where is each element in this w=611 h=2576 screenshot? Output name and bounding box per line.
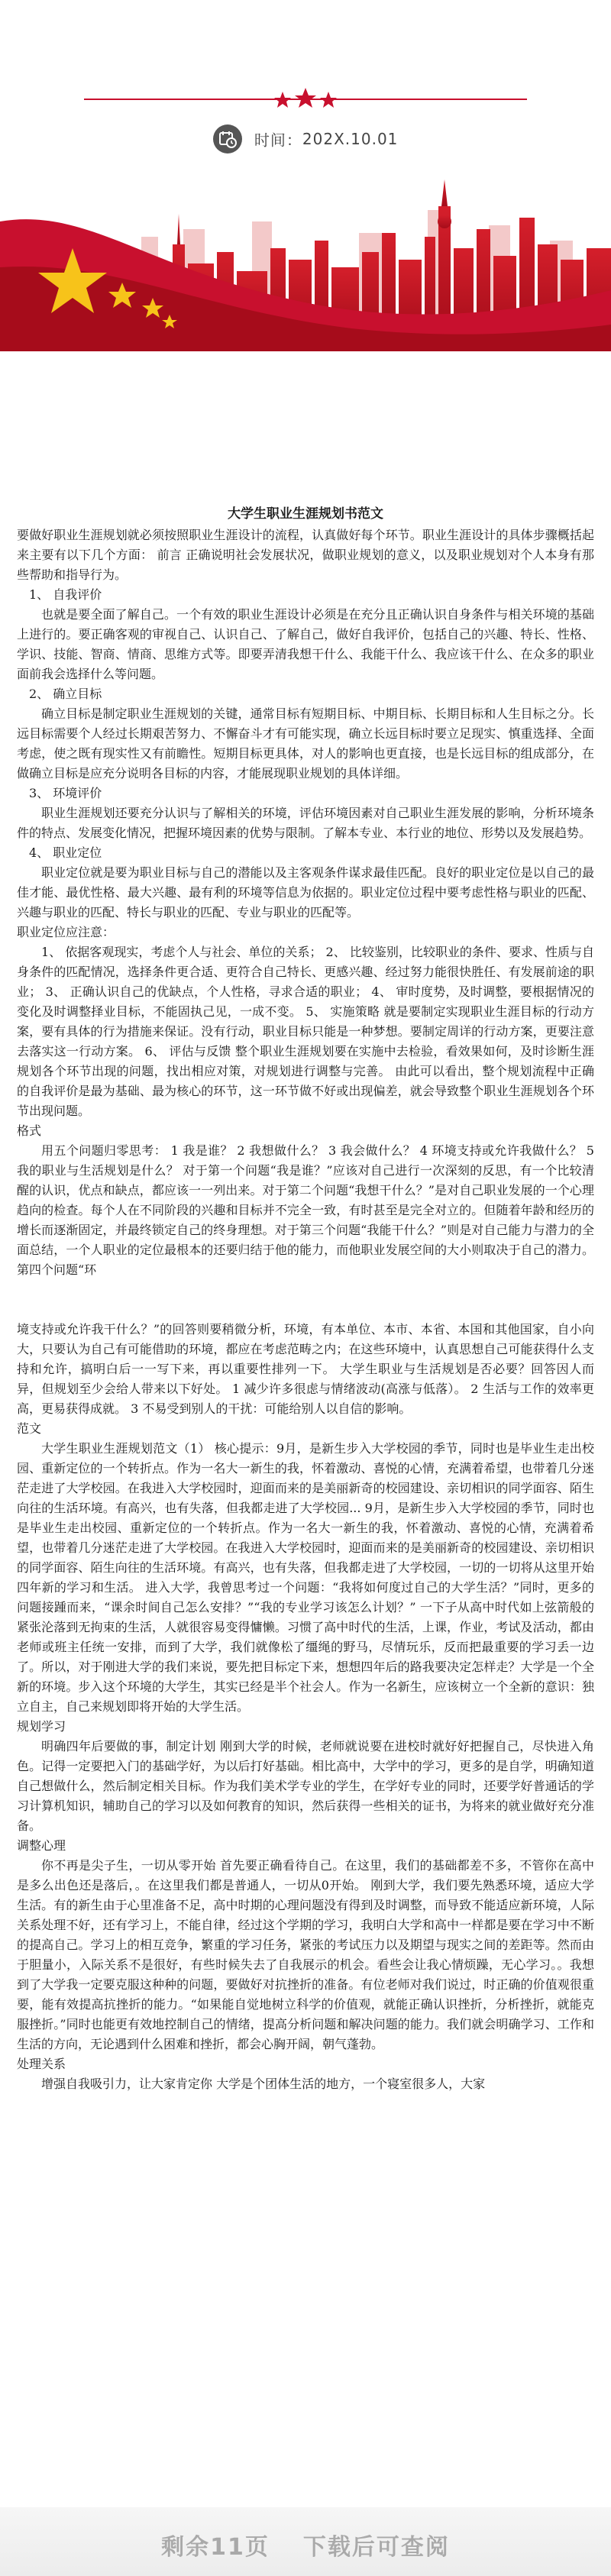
section-heading: 1、 自我评价: [29, 587, 102, 602]
publish-time: [0, 124, 611, 154]
body-paragraph: 明确四年后要做的事，制定计划 刚到大学的时候，老师就说要在进校时就好好把握自己，尽快进入角色。记得一定要把入门的基础学好，为以后打好基础。相比高中，大学中的学习，更多的是自学，明确知道自己想做什么，然后制定相关目标。作为我们美术学专业的学生，在学好专业的同时，还要学好普通话的学习计算机知识，辅助自己的学习以及如何教育的知识，然后获得一些相关的证书，为将来的就业做好充分准备。: [17, 1739, 594, 1833]
star-icon: [274, 92, 291, 108]
star-icon: [320, 92, 337, 108]
download-to-read-link[interactable]: 下载后可查阅: [302, 2534, 450, 2561]
star-icon: [295, 88, 316, 108]
section-heading: 2、 确立目标: [29, 687, 102, 701]
section-heading: 格式: [17, 1123, 42, 1138]
section-heading: 要做好职业生涯规划就必须按照职业生涯设计的流程，认真做好每个环节。职业生涯设计的具体步骤概括起来主要有以下几个方面： 前言 正确说明社会发展状况，做职业规划的意义，以及职业规划对个人本身有那些帮助和指导行为。: [17, 528, 594, 582]
calendar-clock-icon: [213, 124, 242, 154]
header-banner: [0, 0, 611, 351]
section-heading: 调整心理: [17, 1838, 66, 1853]
document-section-2: [17, 1320, 594, 2094]
body-paragraph: 确立目标是制定职业生涯规划的关键，通常目标有短期目标、中期目标、长期目标和人生目标之分。长远目标需要个人经过长期艰苦努力、不懈奋斗才有可能实现，确立长远目标时要立足现实、慎重选择、全面考虑，使之既有现实性又有前瞻性。短期目标更具体，对人的影响也更直接，也是长远目标的组成部分，在做确立目标是应充分说明各目标的内容，才能展现职业规划的具体详细。: [17, 706, 594, 781]
section-heading: 境支持或允许我干什么？”的回答则要稍微分析，环境，有本单位、本市、本省、本国和其他国家，自小向大，只要认为自己有可能借助的环境，都应在考虑范畴之内；在这些环境中，认真思想自己可能获得什么支持和允许，搞明白后一一写下来，再以重要性排列一下。 大学生职业与生活规划是否必要？回答因人而异，但规划至少会给人带来以下好处。 1 减少许多很虑与情绪波动(高涨与低落）。 2 生活与工作的效率更高，更易获得成就。 3 不易受到别人的干扰：可能给别人以自信的影响。: [17, 1322, 594, 1416]
section-heading: 范文: [17, 1421, 42, 1436]
document-body: [17, 504, 594, 2094]
section-heading: 规划学习: [17, 1719, 66, 1734]
remaining-pages-label: 剩余11页: [161, 2534, 270, 2561]
body-paragraph: 职业定位就是要为职业目标与自己的潜能以及主客观条件谋求最佳匹配。良好的职业定位是以自己的最佳才能、最优性格、最大兴趣、最有利的环境等信息为依据的。职业定位过程中要考虑性格与职业的匹配、兴趣与职业的匹配、特长与职业的匹配、专业与职业的匹配等。: [17, 865, 594, 920]
section-heading: 职业定位应注意：: [17, 925, 115, 939]
city-skyline-flag-graphic: [0, 176, 611, 351]
body-paragraph: 增强自我吸引力，让大家肯定你 大学是个团体生活的地方，一个寝室很多人，大家: [41, 2077, 486, 2091]
document-section-1: [17, 525, 594, 1280]
section-heading: 4、 职业定位: [29, 845, 102, 860]
content-fade-overlay: [0, 2436, 611, 2509]
download-prompt-text[interactable]: [0, 2528, 611, 2561]
body-paragraph: 也就是要全面了解自己。一个有效的职业生涯设计必须是在充分且正确认识自身条件与相关环境的基础上进行的。要正确客观的审视自己、认识自己、了解自己，做好自我评价，包括自己的兴趣、特长、性格、学识、技能、智商、情商、思维方式等。即要弄清我想干什么、我能干什么、我应该干什么、在众多的职业面前我会选择什么等问题。: [17, 607, 594, 681]
body-paragraph: 1、 依据客观现实，考虑个人与社会、单位的关系； 2、 比较鉴别，比较职业的条件、要求、性质与自身条件的匹配情况，选择条件更合适、更符合自己特长、更感兴趣、经过努力能很快胜任、有发展前途的职业； 3、 正确认识自己的优缺点，个人性格，寻求合适的职业； 4、 审时度势，及时调整，要根据情况的变化及时调整择业目标，不能固执己见，一成不变。 5、 实施策略 就是要制定实现职业生涯目标的行动方案，要有具体的行为措施来保证。没有行动，职业目标只能是一种梦想。要制定周详的行动方案，更要注意去落实这一行动方案。 6、 评估与反馈 整个职业生涯规划要在实施中去检验，看效果如何，及时诊断生涯规划各个环节出现的问题，找出相应对策，对规划进行调整与完善。 由此可以看出，整个规划流程中正确的自我评价是最为基础、最为核心的环节，这一环节做不好或出现偏差，就会导致整个职业生涯规划各个环节出现问题。: [17, 945, 594, 1118]
page-break-gap: [17, 1280, 594, 1320]
body-paragraph: 大学生职业生涯规划范文（1） 核心提示：9月，是新生步入大学校园的季节，同时也是毕业生走出校园、重新定位的一个转折点。作为一名大一新生的我，怀着激动、喜悦的心情，充满着希望，也带着几分迷茫走进了大学校园。在我进入大学校园时，迎面而来的是美丽新奇的校园建设、亲切相识的同学面容、陌生向往的生活环境。有高兴，也有失落，但我都走进了大学校园... 9月，是新生步入大学校园的季节，同时也是毕业生走出校园、重新定位的一个转折点。作为一名大一新生的我，怀着激动、喜悦的心情，充满着希望，也带着几分迷茫走进了大学校园。在我进入大学校园时，迎面而来的是美丽新奇的校园建设、亲切相识的同学面容、陌生向往的生活环境。有高兴，也有失落，但我都走进了大学校园，一切的一切将从这里开始四年新的学习和生活。 进入大学，我曾思考过一个问题：“我将如何度过自己的大学生活？”同时，更多的问题接踵而来，“课余时间自己怎么安排？”“我的专业学习该怎么计划？” 一下子从高中时代如上弦箭般的紧张沦落到无拘束的生活，人就很容易变得慵懒。习惯了高中时代的生活，上课，作业，考试及活动，都由老师或班主任统一安排，而到了大学，我们就像松了缰绳的野马，尽情玩乐，反而把最重要的学习丢一边了。所以，对于刚进大学的我们来说，要先把目标定下来，想想四年后的路我要决定怎样走？大学是一个全新的环境。步入这个环境的大学生，其实已经是半个社会人。作为一名新生，应该树立一个全新的意识：独立自主，自己来规划即将开始的大学生活。: [17, 1441, 594, 1714]
section-heading: 3、 环境评价: [29, 786, 102, 800]
body-paragraph: 你不再是尖子生，一切从零开始 首先要正确看待自己。在这里，我们的基础都差不多，不管你在高中是多么出色还是落后，。在这里我们都是普通人，一切从0开始。 刚到大学，我们要先熟悉环境，适应大学生活。有的新生由于心里准备不足，高中时期的心理问题没有得到及时调整，而导致不能适应新环境，人际关系处理不好，还有学习上，不能自律，经过这个学期的学习，我明白大学和高中一样都是要在学习中不断的提高自己。学习上的相互竞争，繁重的学习任务，紧张的考试压力以及期望与现实之间的差距等。然而由于胆量小，入际关系不是很好，有些时候失去了自我展示的机会。看些会让我心情烦躁，无心学习。。我想到了大学我一定要克服这种种的问题，要做好对抗挫折的准备。有位老师对我们说过，时正确的价值观很重要，能有效提高抗挫折的能力。“如果能自觉地树立科学的价值观，就能正确认识挫折，分析挫折，就能克服挫折。”同时也能更有效地控制自己的情绪，提高分析问题和解决问题的能力。我们就会明确学习、工作和生活的方向，无论遇到什么困难和挫折，都会心胸开阔，朝气蓬勃。: [17, 1858, 594, 2051]
section-heading: 处理关系: [17, 2057, 66, 2071]
body-paragraph: 用五个问题归零思考： 1 我是谁？ 2 我想做什么？ 3 我会做什么？ 4 环境支持或允许我做什么？ 5 我的职业与生活规划是什么？ 对于第一个问题“我是谁？”应该对自己进行一次深刻的反思，有一个比较清醒的认识，优点和缺点，都应该一一列出来。对于第二个问题“我想干什么？”是对自己职业发展的一个心理趋向的检查。每个人在不同阶段的兴趣和目标并不完全一致，有时甚至是完全对立的。但随着年龄和经历的增长而逐渐固定，并最终锁定自己的终身理想。对于第三个问题“我能干什么？”则是对自己能力与潜力的全面总结，一个人职业的定位最根本的还要归结于他的能力，而他职业发展空间的大小则取决于自己的潜力。 第四个问题“环: [17, 1143, 594, 1277]
document-title: 大学生职业生涯规划书范文: [228, 506, 383, 522]
time-label: 时间：: [254, 131, 302, 150]
time-value: 202X.10.01: [302, 130, 399, 148]
body-paragraph: 职业生涯规划还要充分认识与了解相关的环境，评估环境因素对自己职业生涯发展的影响，分析环境条件的特点、发展变化情况，把握环境因素的优势与限制。了解本专业、本行业的地位、形势以及发展趋势。: [17, 806, 594, 840]
decorative-stars-divider: [0, 86, 611, 116]
